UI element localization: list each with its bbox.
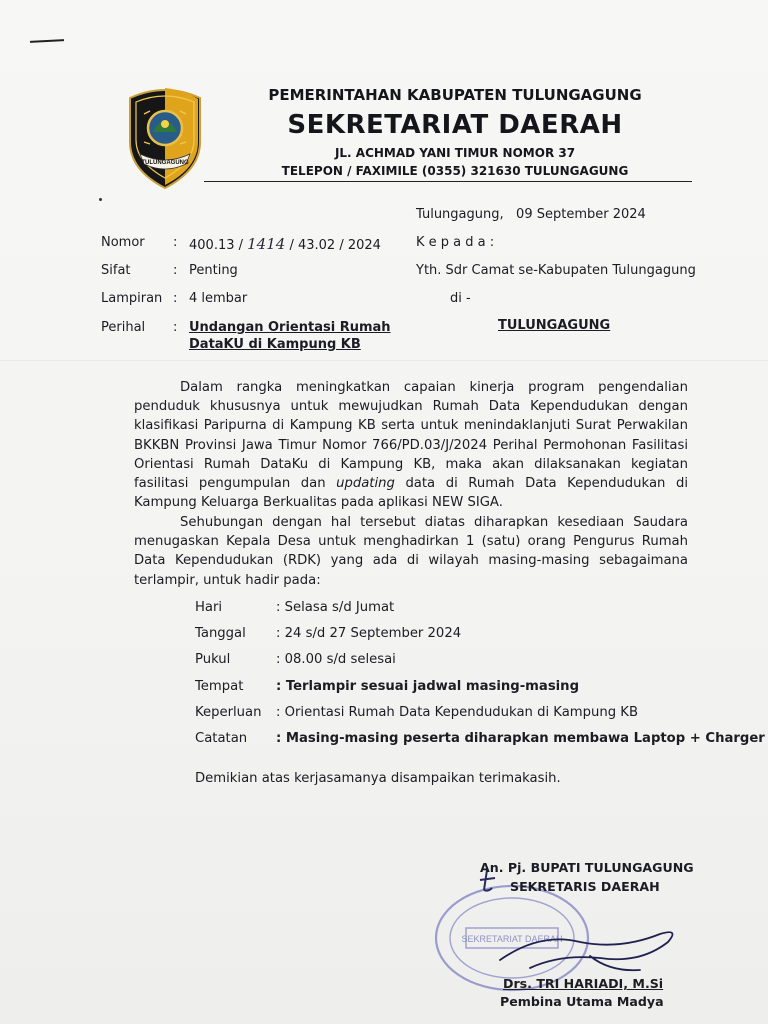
lampiran-colon: : [173, 291, 178, 306]
nomor-prefix: 400.13 / [189, 238, 248, 253]
schedule-value: : 24 s/d 27 September 2024 [276, 626, 462, 642]
body-paragraph-1 [134, 378, 688, 512]
schedule-label: Catatan [195, 730, 248, 746]
signatory-name: Drs. TRI HARIADI, M.Si [503, 976, 664, 991]
sifat-value: Penting [189, 263, 238, 278]
lampiran-value: 4 lembar [189, 291, 248, 306]
schedule-value: : 08.00 s/d selesai [276, 652, 396, 668]
schedule-value: : Orientasi Rumah Data Kependudukan di Kampung KB [276, 704, 638, 720]
office-address: JL. ACHMAD YANI TIMUR NOMOR 37 [334, 146, 576, 160]
paragraph-1-tail: data di Rumah Data Kependudukan di Kampung Keluarga Berkualitas pada aplikasi NEW SIGA. [134, 476, 688, 511]
signatory-rank: Pembina Utama Madya [500, 994, 664, 1009]
emblem-ribbon-text: TULUNGAGUNG [141, 160, 189, 166]
schedule-label: Hari [195, 600, 223, 615]
paragraph-1-text: Dalam rangka meningkatkan capaian kinerja program pengendalian penduduk khususnya untuk mewujudkan Rumah Data Kependudukan dengan klasifikasi Paripurna di Kampung KB serta untuk menindaklanjuti Surat Perwakilan BKKBN Provinsi Jawa Timur Nomor 766/PD.03/J/2024 Perihal Permohonan Fasilitasi Orientasi Rumah DataKu di Kampung KB, maka akan dilaksanakan kegiatan fasilitasi pengumpulan dan [134, 380, 688, 492]
schedule-value: : Masing-masing peserta diharapkan membawa Laptop + Charger [276, 730, 765, 746]
sifat-label: Sifat [101, 263, 131, 278]
schedule-label: Pukul [195, 652, 231, 668]
schedule-label: Tempat [195, 678, 244, 694]
handwritten-signature [490, 912, 690, 982]
nomor-colon: : [173, 235, 178, 250]
paragraph-1-italic: updating [336, 476, 395, 492]
recipient-di: di - [450, 291, 471, 306]
on-behalf-line: An. Pj. BUPATI TULUNGAGUNG [480, 860, 694, 875]
letter-place: Tulungagung, [416, 207, 504, 222]
signatory-position: SEKRETARIS DAERAH [510, 879, 660, 894]
schedule-value: : Selasa s/d Jumat [276, 600, 395, 615]
nomor-label: Nomor [101, 235, 145, 250]
perihal-line-1: Undangan Orientasi Rumah [189, 320, 391, 335]
perihal-colon: : [173, 320, 178, 335]
paper-fold-line [0, 360, 768, 361]
letter-date: 09 September 2024 [516, 207, 646, 222]
lampiran-label: Lampiran [101, 291, 163, 306]
nomor-handwritten: 1414 [247, 235, 286, 253]
recipient-city: TULUNGAGUNG [498, 318, 611, 333]
office-title: SEKRETARIAT DAERAH [287, 110, 623, 140]
schedule-value: : Terlampir sesuai jadwal masing-masing [276, 678, 580, 694]
sifat-colon: : [173, 263, 178, 278]
schedule-label: Tanggal [195, 626, 246, 642]
nomor-suffix: / 43.02 / 2024 [285, 238, 381, 253]
stamp-text: SEKRETARIAT DAERAH [461, 934, 563, 944]
place-date [416, 207, 646, 222]
perihal-line-2: DataKU di Kampung KB [189, 337, 361, 352]
closing-sentence: Demikian atas kerjasamanya disampaikan terimakasih. [195, 771, 561, 786]
ink-dot [99, 198, 102, 201]
perihal-label: Perihal [101, 320, 146, 335]
government-name: PEMERINTAHAN KABUPATEN TULUNGAGUNG [268, 86, 642, 104]
recipient-line: Yth. Sdr Camat se-Kabupaten Tulungagung [416, 263, 696, 278]
body-paragraph-2: Sehubungan dengan hal tersebut diatas diharapkan kesediaan Saudara menugaskan Kepala Desa untuk menghadirkan 1 (satu) orang Pengurus Rumah Data Kependudukan (RDK) yang ada di wilayah masing-masing sebagaimana terlampir, untuk hadir pada: [134, 515, 688, 588]
kepada-label: K e p a d a : [416, 235, 495, 250]
nomor-value [189, 235, 381, 253]
schedule-label: Keperluan [195, 704, 262, 720]
office-phone: TELEPON / FAXIMILE (0355) 321630 TULUNGAGUNG [281, 164, 629, 178]
pen-dash-mark [30, 39, 64, 43]
regency-emblem-icon [122, 84, 208, 190]
letterhead-divider [204, 181, 692, 182]
